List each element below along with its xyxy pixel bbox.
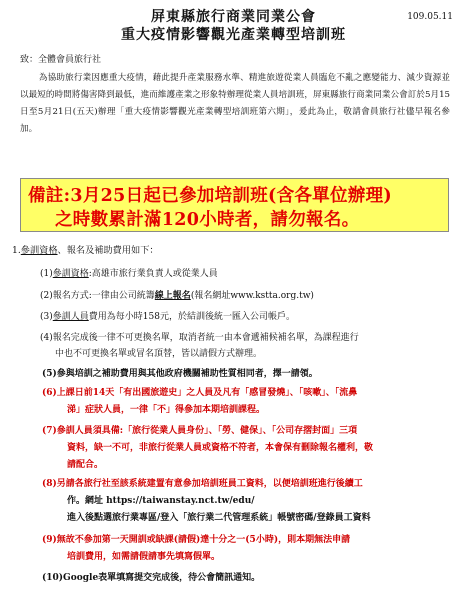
- item-2-b: (報名網址www.kstta.org.tw): [190, 291, 314, 301]
- item-9-line-1: (9)無故不參加第一天開訓或缺課(請假)達十分之一(5小時)，則本期無法申請: [42, 535, 351, 545]
- item-2: [40, 288, 314, 301]
- item-7-line-1: (7)參訓人員須具備:「旅行從業人員身份」、「勞、健保」、「公司存摺封面」三項: [42, 426, 358, 436]
- item-3: [40, 309, 295, 322]
- item-9-line-2: 培訓費用，如需請假請事先填寫假單。: [67, 552, 221, 562]
- item-8-line-2: 作。網址 https://taiwanstay.nct.tw/edu/: [67, 496, 255, 506]
- recipient-line: 致：全體會員旅行社: [20, 55, 102, 65]
- item-10: (10)Google表單填寫提交完成後，待公會簡訊通知。: [42, 573, 261, 583]
- item-1-prefix: (1): [40, 269, 53, 279]
- section-1-prefix: 1.: [12, 245, 21, 256]
- item-3-rest: 費用為每小時158元，於結訓後統一匯入公司帳戶。: [88, 312, 295, 322]
- notice-line-1: 備註:3月25日起已參加培訓班(含各單位辦理): [28, 186, 392, 206]
- item-6-line-2: 涕」症狀人員，一律「不」得參加本期培訓課程。: [67, 405, 266, 415]
- item-1-underlined: 參訓資格: [52, 269, 89, 279]
- item-7-line-2: 資料，缺一不可，非旅行從業人員或資格不符者，本會保有刪除報名權利，敬: [67, 443, 374, 453]
- document-date: 109.05.11: [407, 12, 453, 22]
- item-7-line-3: 請配合。: [67, 460, 104, 470]
- notice-line-2: 之時數累計滿120小時者，請勿報名。: [55, 210, 360, 230]
- section-1-rest: 、報名及補助費用如下：: [57, 245, 159, 256]
- item-3-underlined: 參訓人員: [52, 312, 89, 322]
- intro-paragraph: 為協助旅行業因應重大疫情，藉此提升產業服務水準、精進旅遊從業人員臨危不亂之應變能力、減少資源並以最短的時間將傷害降到最低，進而維護產業之形象特辦理從業人員培訓班，屏東縣旅行商業同業公會訂於5月15日至5月21日(五天)辦理「重大疫情影響觀光產業轉型培訓班第六期」，爰此為止，敬請會員旅行社儘早報名參加。: [20, 73, 450, 134]
- item-4-line-2: 中也不可更換名單或冒名頂替，皆以請假方式辦理。: [55, 349, 263, 359]
- item-3-prefix: (3): [40, 312, 53, 322]
- item-6-line-1: (6)上課日前14天「有出國旅遊史」之人員及凡有「感冒發燒」、「咳嗽」、「流鼻: [42, 388, 358, 398]
- section-1-heading: [12, 242, 159, 256]
- item-2-a: (2)報名方式:一律由公司統籌: [40, 291, 155, 301]
- org-title: 屏東縣旅行商業同業公會: [151, 9, 316, 25]
- item-1-rest: :高雄市旅行業負責人或從業人員: [88, 269, 218, 279]
- section-1-underlined: 參訓資格: [20, 245, 58, 256]
- item-5: (5)參與培訓之補助費用與其他政府機關補助性質相同者，擇一請領。: [42, 369, 318, 379]
- item-1: [40, 266, 218, 279]
- item-2-underlined: 線上報名: [154, 291, 191, 301]
- item-8-line-1: (8)另請各旅行社至該系統建置有意參加培訓班員工資料，以便培訓班進行後續工: [42, 479, 363, 489]
- course-title: 重大疫情影響觀光產業轉型培訓班: [121, 27, 346, 43]
- item-4-line-1: (4)報名完成後一律不可更換名單，取消者統一由本會遞補候補名單，為課程進行: [40, 333, 359, 343]
- item-8-line-3: 進入後點選旅行業專區/登入「旅行業二代管理系統」帳號密碼/登錄員工資料: [67, 513, 371, 523]
